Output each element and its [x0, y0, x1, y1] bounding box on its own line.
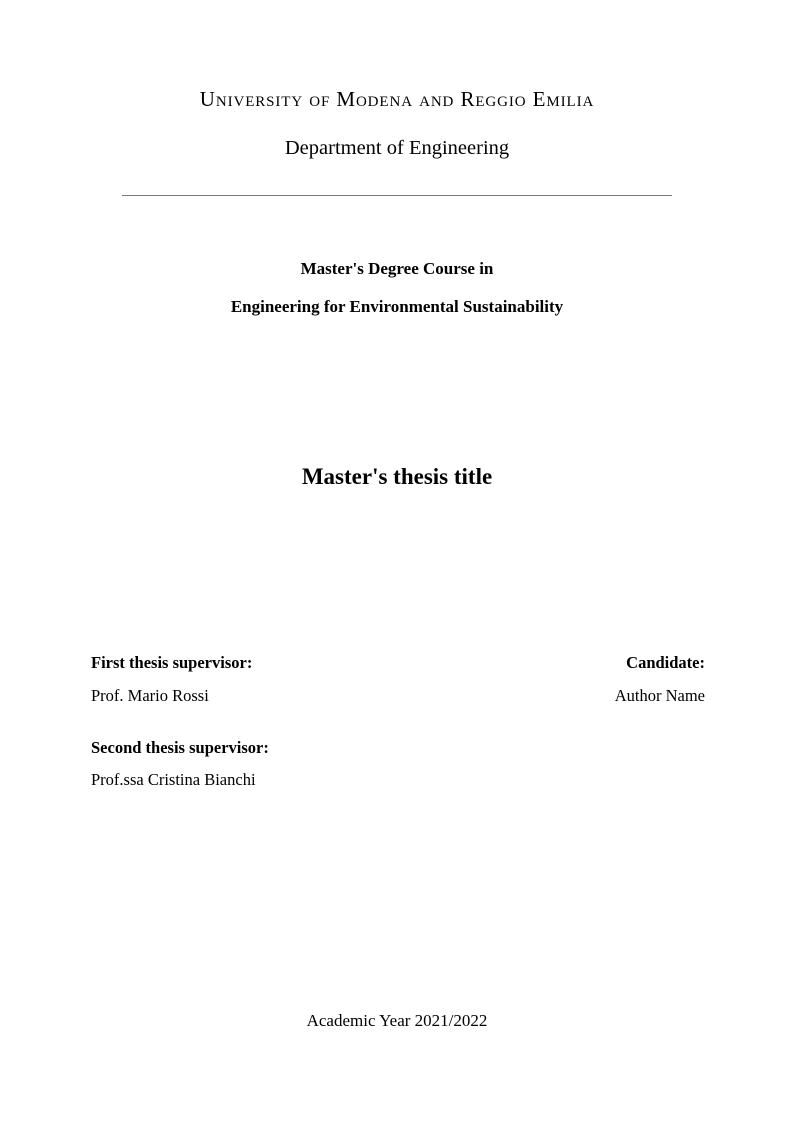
degree-course-block [0, 258, 794, 318]
header-block [0, 86, 794, 162]
first-supervisor-group [91, 652, 252, 707]
academic-year: Academic Year 2021/2022 [306, 1011, 488, 1030]
supervisor-candidate-row [91, 652, 705, 707]
department-name: Department of Engineering [284, 137, 510, 160]
degree-course-line-2: Engineering for Environmental Sustainability [230, 297, 564, 317]
thesis-title: Master's thesis title [301, 464, 493, 489]
candidate-label: Candidate: [626, 653, 705, 672]
second-supervisor-name: Prof.ssa Cristina Bianchi [91, 770, 256, 790]
second-supervisor-group [91, 737, 705, 792]
university-name: University of Modena and Reggio Emilia [199, 87, 595, 111]
second-supervisor-label: Second thesis supervisor: [91, 737, 269, 757]
first-supervisor-name: Prof. Mario Rossi [91, 685, 209, 705]
candidate-name: Author Name [614, 685, 705, 705]
people-block [91, 652, 705, 791]
candidate-group [615, 652, 705, 707]
degree-course-line-1: Master's Degree Course in [300, 259, 494, 278]
first-supervisor-label: First thesis supervisor: [91, 653, 253, 672]
horizontal-rule-divider [122, 195, 672, 196]
